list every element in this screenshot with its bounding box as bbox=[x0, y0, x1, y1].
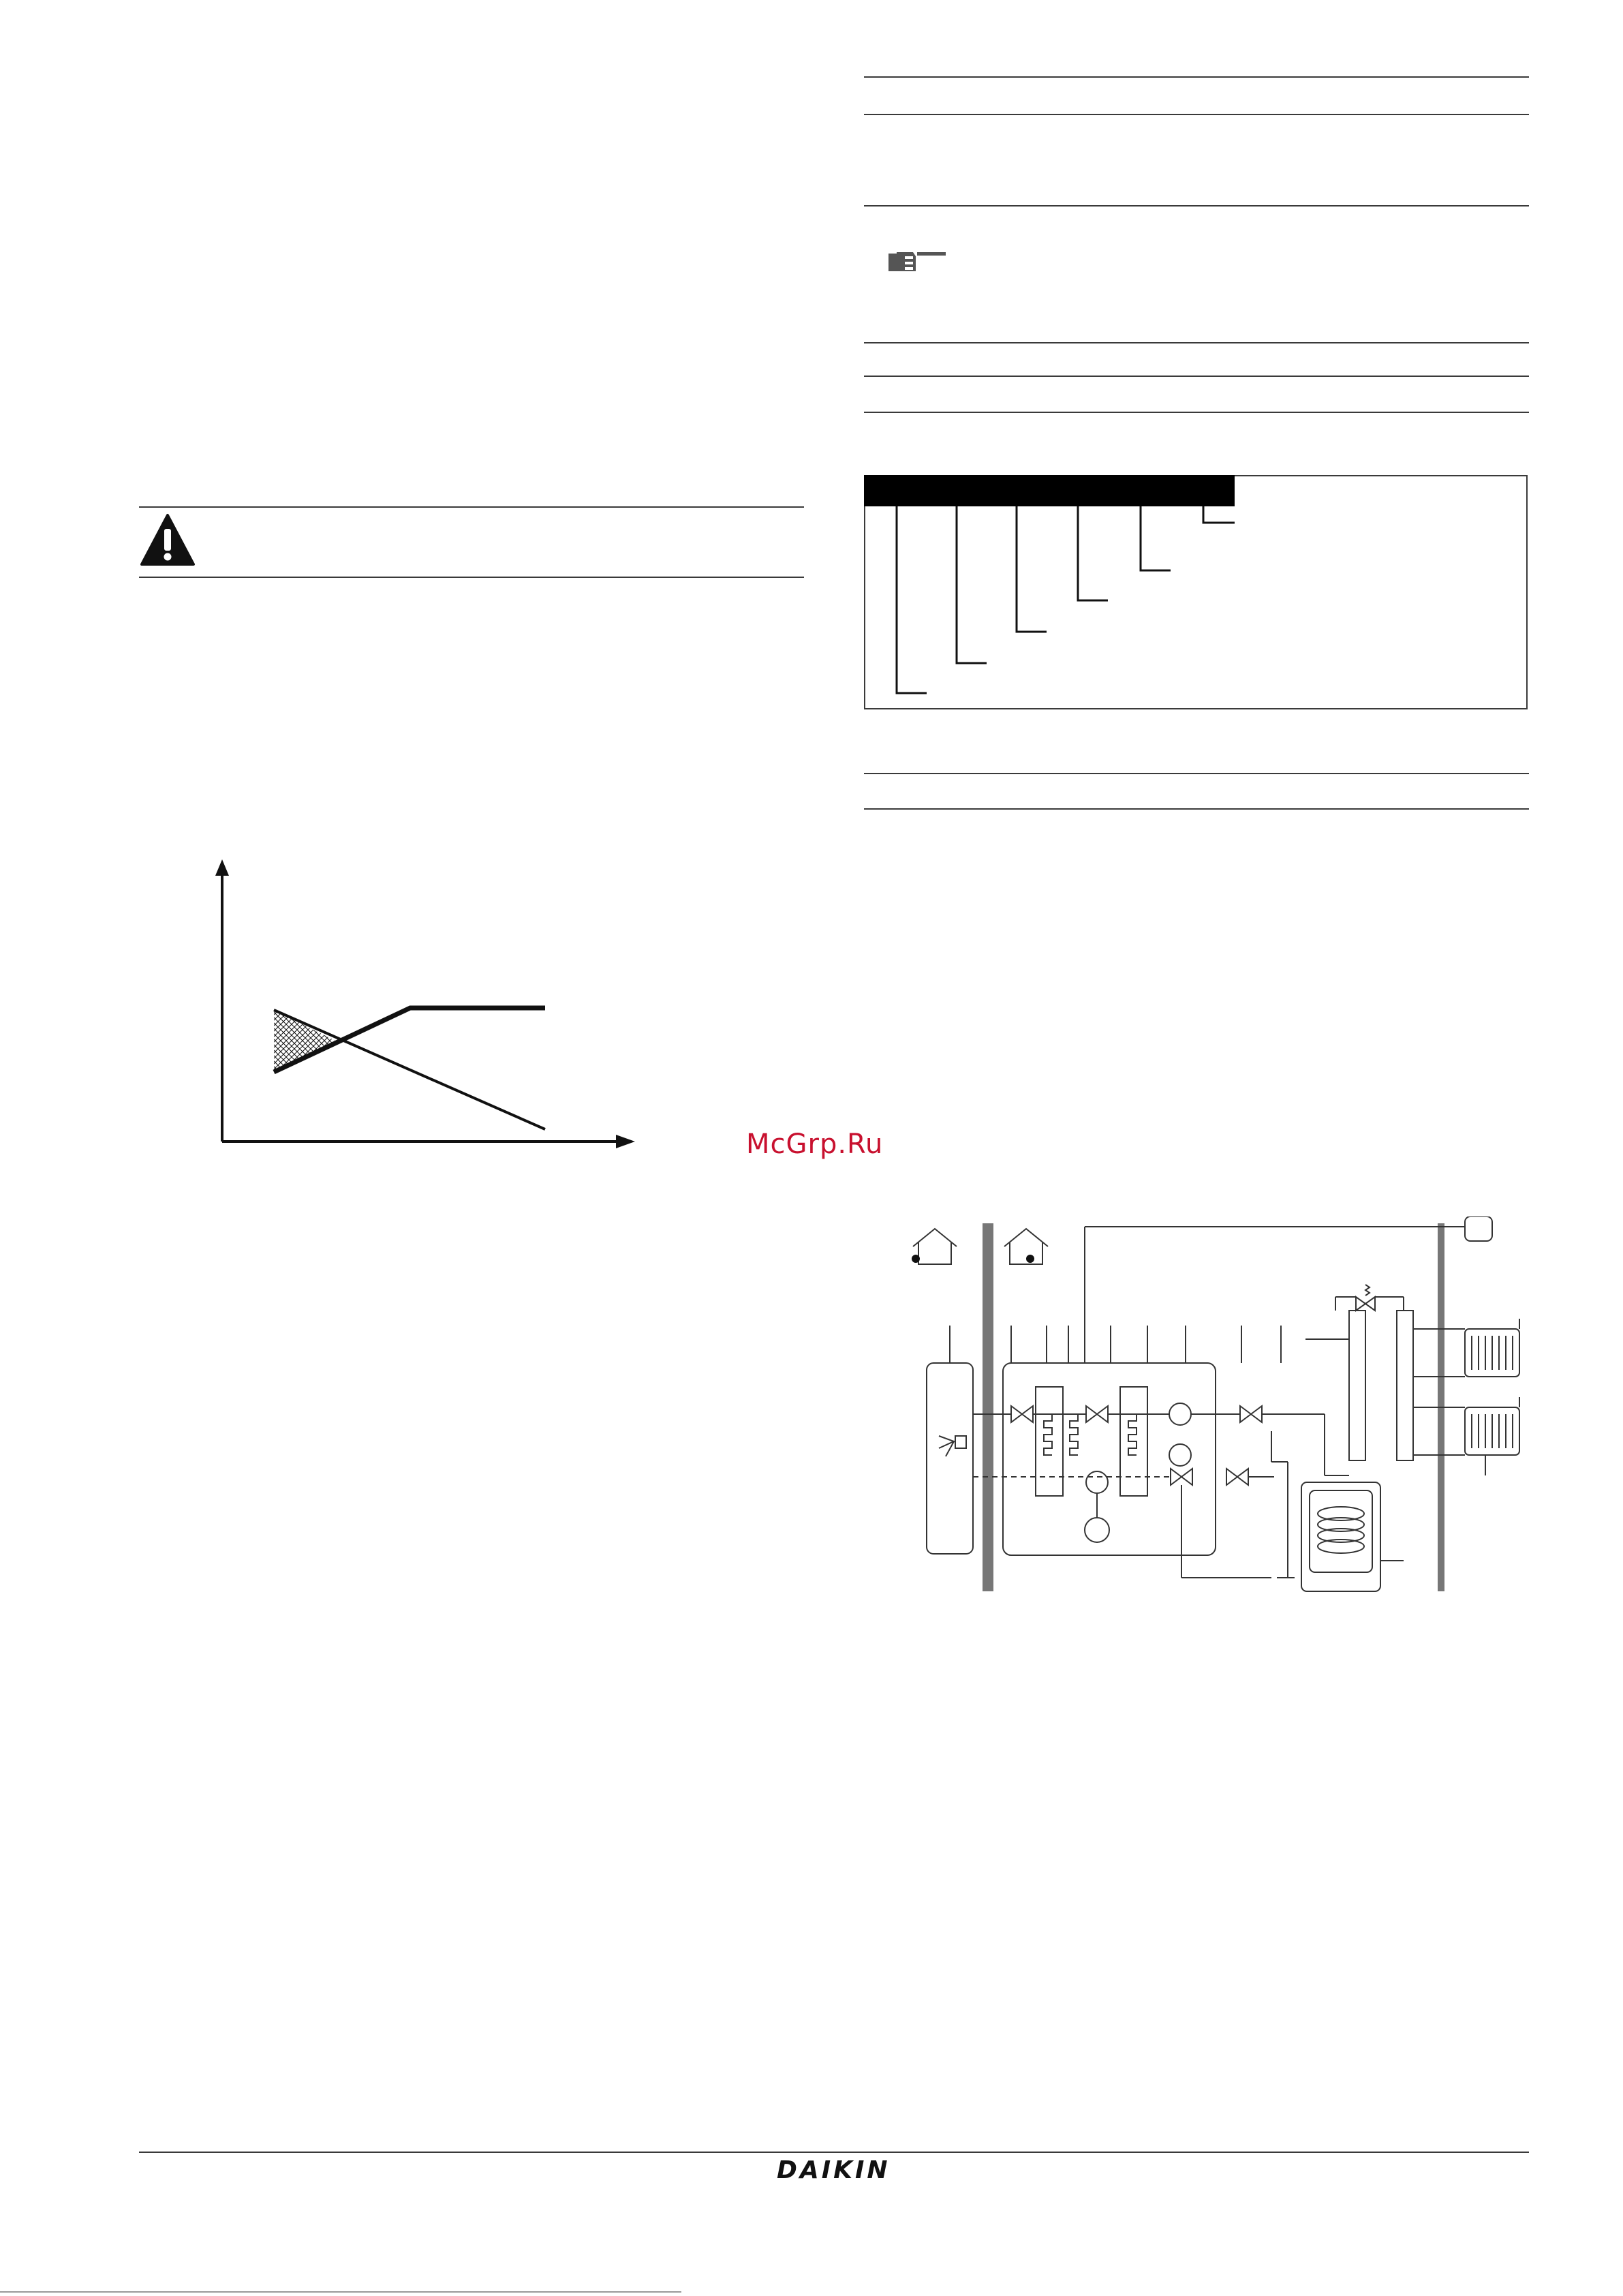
house-icon bbox=[1004, 1229, 1048, 1264]
buffer-tank-1 bbox=[1349, 1311, 1365, 1460]
radiator-2 bbox=[1465, 1407, 1519, 1455]
wall-left bbox=[983, 1223, 993, 1591]
right-rule-7 bbox=[864, 773, 1529, 774]
warning-rule-top bbox=[139, 506, 804, 508]
warning-rule-bottom bbox=[139, 577, 804, 578]
right-rule-1 bbox=[864, 76, 1529, 78]
operation-range-graph bbox=[204, 855, 647, 1155]
warning-triangle-icon bbox=[139, 512, 196, 567]
buffer-tank-2 bbox=[1397, 1311, 1413, 1460]
outdoor-unit bbox=[927, 1363, 973, 1554]
watermark: McGrp.Ru bbox=[746, 1129, 884, 1160]
pointing-hand-icon bbox=[887, 247, 947, 279]
footer-rule bbox=[139, 2152, 1529, 2153]
graph-y-arrow bbox=[215, 859, 229, 876]
model-code-leaders bbox=[864, 475, 1528, 709]
right-rule-6 bbox=[864, 412, 1529, 413]
room-thermostat bbox=[1465, 1216, 1492, 1241]
right-rule-2 bbox=[864, 114, 1529, 115]
graph-hatched-area bbox=[274, 1010, 338, 1072]
page-bottom-rule bbox=[0, 2291, 681, 2293]
system-schematic bbox=[886, 1216, 1540, 1598]
right-rule-8 bbox=[864, 808, 1529, 810]
house-icon bbox=[912, 1229, 957, 1264]
graph-thin-line bbox=[274, 1010, 545, 1129]
graph-x-arrow bbox=[616, 1135, 635, 1148]
right-rule-4 bbox=[864, 342, 1529, 343]
right-rule-3 bbox=[864, 205, 1529, 206]
dhw-tank bbox=[1301, 1482, 1380, 1591]
daikin-logo: DAIKIN bbox=[777, 2156, 891, 2184]
right-rule-5 bbox=[864, 376, 1529, 377]
radiator-1 bbox=[1465, 1329, 1519, 1377]
